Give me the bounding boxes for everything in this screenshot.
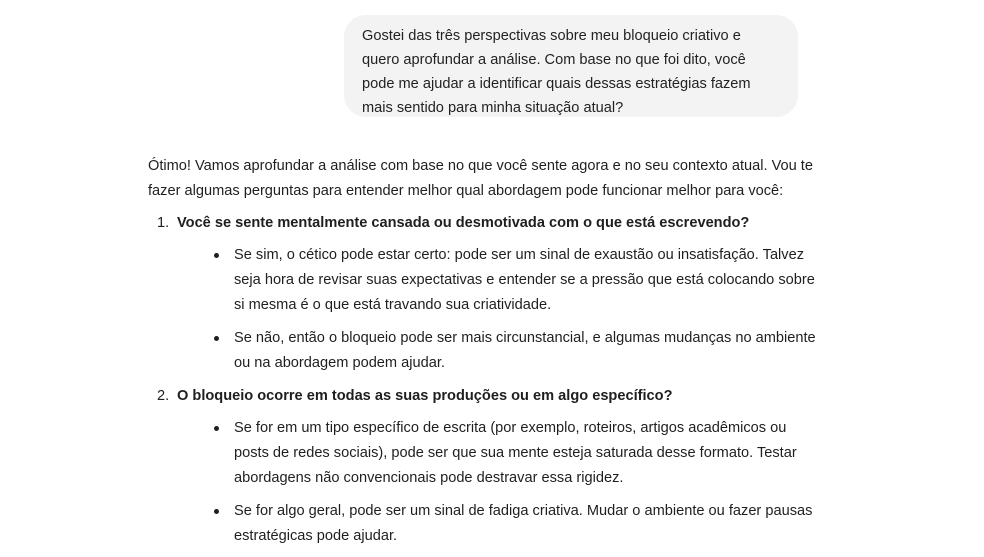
question-bullet-list — [177, 416, 818, 549]
bullet-item: Se não, então o bloqueio pode ser mais circunstancial, e algumas mudanças no ambiente ou na abordagem podem ajudar. — [177, 326, 818, 376]
user-message-text: Gostei das três perspectivas sobre meu bloqueio criativo e quero aprofundar a análise. Com base no que foi dito, você pode me ajudar a identificar quais dessas estratégias fazem mais sentido para minha situação atual? — [362, 28, 751, 116]
bullet-item: Se for em um tipo específico de escrita (por exemplo, roteiros, artigos acadêmicos ou posts de redes sociais), pode ser que sua mente esteja saturada desse formato. Testar abordagens não convencionais pode destravar essa rigidez. — [177, 416, 818, 491]
question-bullet-list — [177, 243, 818, 376]
bullet-item: Se for algo geral, pode ser um sinal de fadiga criativa. Mudar o ambiente ou fazer pausas estratégicas pode ajudar. — [177, 499, 818, 549]
question-title: O bloqueio ocorre em todas as suas produções ou em algo específico? — [177, 388, 673, 404]
user-message-bubble — [344, 15, 798, 117]
question-item-2 — [148, 384, 818, 549]
bullet-item: Se sim, o cético pode estar certo: pode ser um sinal de exaustão ou insatisfação. Talvez seja hora de revisar suas expectativas e entender se a pressão que está colocando sobre si mesma é o que está travando sua criatividade. — [177, 243, 818, 318]
assistant-intro-text: Ótimo! Vamos aprofundar a análise com base no que você sente agora e no seu contexto atual. Vou te fazer algumas perguntas para entender melhor qual abordagem pode funcionar melhor para você: — [148, 158, 813, 199]
question-number: 2. — [157, 388, 170, 404]
question-number: 1. — [157, 215, 170, 231]
question-item-1 — [148, 211, 818, 376]
question-title: Você se sente mentalmente cansada ou desmotivada com o que está escrevendo? — [177, 215, 750, 231]
assistant-message — [148, 154, 818, 557]
